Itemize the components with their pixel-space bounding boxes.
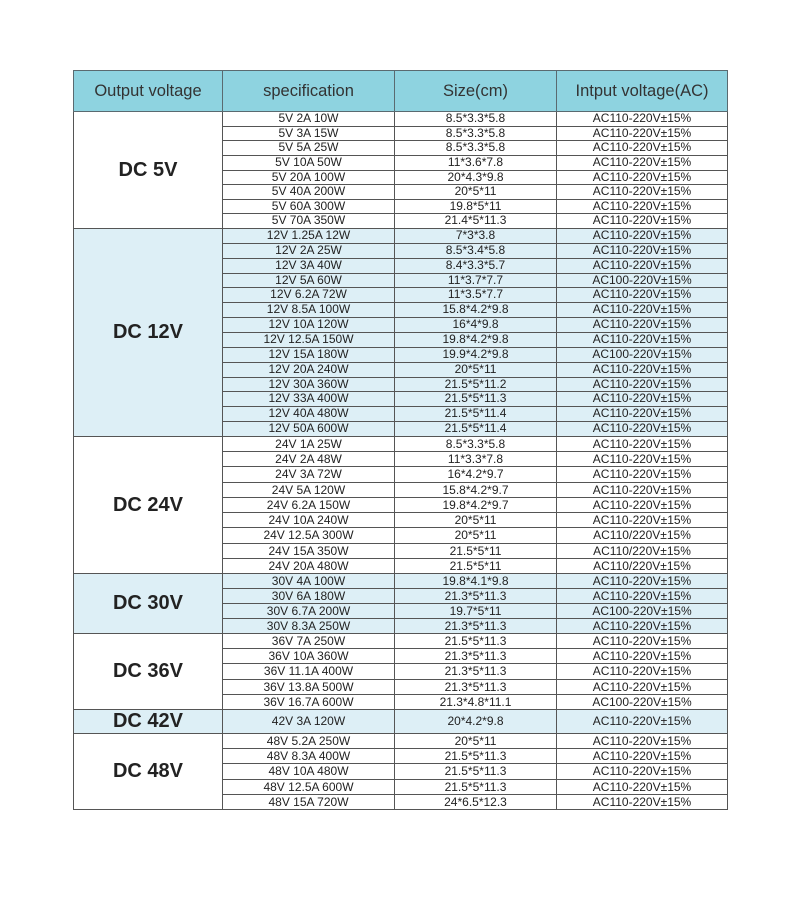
- size-cell: 21.5*5*11: [395, 543, 557, 558]
- specification-cell: 5V 70A 350W: [223, 214, 395, 229]
- specification-cell: 24V 1A 25W: [223, 437, 395, 452]
- size-cell: 21.3*5*11.3: [395, 679, 557, 694]
- size-cell: 21.5*5*11.3: [395, 749, 557, 764]
- input-voltage-cell: AC110-220V±15%: [557, 333, 728, 348]
- input-voltage-cell: AC110-220V±15%: [557, 619, 728, 634]
- size-cell: 7*3*3.8: [395, 229, 557, 244]
- size-cell: 19.8*4.2*9.8: [395, 333, 557, 348]
- specification-cell: 12V 6.2A 72W: [223, 288, 395, 303]
- specification-cell: 24V 5A 120W: [223, 482, 395, 497]
- input-voltage-cell: AC110-220V±15%: [557, 141, 728, 156]
- input-voltage-cell: AC110/220V±15%: [557, 558, 728, 573]
- specification-cell: 36V 7A 250W: [223, 634, 395, 649]
- size-cell: 21.3*5*11.3: [395, 589, 557, 604]
- specification-cell: 12V 8.5A 100W: [223, 303, 395, 318]
- output-voltage-group-label: DC 48V: [74, 734, 223, 810]
- input-voltage-cell: AC110-220V±15%: [557, 497, 728, 512]
- size-cell: 21.5*5*11.3: [395, 764, 557, 779]
- size-cell: 21.3*5*11.3: [395, 649, 557, 664]
- input-voltage-cell: AC110-220V±15%: [557, 452, 728, 467]
- specification-cell: 30V 4A 100W: [223, 574, 395, 589]
- output-voltage-group-label: DC 36V: [74, 634, 223, 710]
- specification-cell: 12V 33A 400W: [223, 392, 395, 407]
- specification-cell: 48V 12.5A 600W: [223, 779, 395, 794]
- specification-cell: 30V 6.7A 200W: [223, 604, 395, 619]
- input-voltage-cell: AC110-220V±15%: [557, 764, 728, 779]
- input-voltage-cell: AC100-220V±15%: [557, 273, 728, 288]
- size-cell: 21.3*5*11.3: [395, 664, 557, 679]
- input-voltage-cell: AC110-220V±15%: [557, 710, 728, 734]
- table-row: [74, 229, 728, 244]
- input-voltage-cell: AC110-220V±15%: [557, 513, 728, 528]
- specification-cell: 24V 6.2A 150W: [223, 497, 395, 512]
- specification-cell: 12V 15A 180W: [223, 347, 395, 362]
- power-supply-spec-table: [73, 70, 728, 810]
- input-voltage-cell: AC110-220V±15%: [557, 649, 728, 664]
- input-voltage-cell: AC110-220V±15%: [557, 467, 728, 482]
- specification-cell: 12V 3A 40W: [223, 258, 395, 273]
- input-voltage-cell: AC110-220V±15%: [557, 749, 728, 764]
- specification-cell: 30V 6A 180W: [223, 589, 395, 604]
- size-cell: 11*3.3*7.8: [395, 452, 557, 467]
- output-voltage-group-label: DC 5V: [74, 112, 223, 229]
- size-cell: 19.8*4.2*9.7: [395, 497, 557, 512]
- size-cell: 8.5*3.3*5.8: [395, 126, 557, 141]
- input-voltage-cell: AC100-220V±15%: [557, 604, 728, 619]
- specification-cell: 5V 40A 200W: [223, 185, 395, 200]
- size-cell: 8.5*3.3*5.8: [395, 112, 557, 127]
- input-voltage-cell: AC100-220V±15%: [557, 347, 728, 362]
- size-cell: 20*5*11: [395, 734, 557, 749]
- input-voltage-cell: AC110-220V±15%: [557, 112, 728, 127]
- size-cell: 19.7*5*11: [395, 604, 557, 619]
- input-voltage-cell: AC110-220V±15%: [557, 258, 728, 273]
- specification-cell: 5V 60A 300W: [223, 199, 395, 214]
- input-voltage-cell: AC100-220V±15%: [557, 694, 728, 709]
- size-cell: 11*3.7*7.7: [395, 273, 557, 288]
- input-voltage-cell: AC110-220V±15%: [557, 185, 728, 200]
- size-cell: 21.5*5*11.3: [395, 779, 557, 794]
- input-voltage-cell: AC110-220V±15%: [557, 574, 728, 589]
- specification-cell: 36V 11.1A 400W: [223, 664, 395, 679]
- specification-cell: 12V 20A 240W: [223, 362, 395, 377]
- input-voltage-cell: AC110-220V±15%: [557, 634, 728, 649]
- input-voltage-cell: AC110-220V±15%: [557, 589, 728, 604]
- output-voltage-group-label: DC 42V: [74, 710, 223, 734]
- table-row: [74, 634, 728, 649]
- specification-cell: 24V 12.5A 300W: [223, 528, 395, 543]
- size-cell: 16*4.2*9.7: [395, 467, 557, 482]
- size-cell: 21.5*5*11.3: [395, 634, 557, 649]
- specification-cell: 36V 16.7A 600W: [223, 694, 395, 709]
- input-voltage-cell: AC110-220V±15%: [557, 794, 728, 809]
- input-voltage-cell: AC110-220V±15%: [557, 362, 728, 377]
- specification-cell: 5V 20A 100W: [223, 170, 395, 185]
- header-output-voltage: Output voltage: [74, 71, 223, 112]
- table-body: [74, 112, 728, 810]
- input-voltage-cell: AC110-220V±15%: [557, 155, 728, 170]
- size-cell: 20*5*11: [395, 185, 557, 200]
- size-cell: 8.5*3.3*5.8: [395, 141, 557, 156]
- input-voltage-cell: AC110-220V±15%: [557, 482, 728, 497]
- specification-cell: 5V 10A 50W: [223, 155, 395, 170]
- specification-cell: 12V 12.5A 150W: [223, 333, 395, 348]
- specification-cell: 12V 2A 25W: [223, 243, 395, 258]
- size-cell: 24*6.5*12.3: [395, 794, 557, 809]
- specification-cell: 48V 10A 480W: [223, 764, 395, 779]
- input-voltage-cell: AC110-220V±15%: [557, 664, 728, 679]
- header-size: Size(cm): [395, 71, 557, 112]
- specification-cell: 5V 5A 25W: [223, 141, 395, 156]
- specification-cell: 12V 50A 600W: [223, 422, 395, 437]
- size-cell: 20*4.3*9.8: [395, 170, 557, 185]
- size-cell: 20*5*11: [395, 362, 557, 377]
- size-cell: 21.5*5*11.3: [395, 392, 557, 407]
- input-voltage-cell: AC110-220V±15%: [557, 422, 728, 437]
- specification-cell: 12V 1.25A 12W: [223, 229, 395, 244]
- input-voltage-cell: AC110-220V±15%: [557, 734, 728, 749]
- input-voltage-cell: AC110-220V±15%: [557, 199, 728, 214]
- size-cell: 21.3*4.8*11.1: [395, 694, 557, 709]
- size-cell: 21.5*5*11: [395, 558, 557, 573]
- size-cell: 15.8*4.2*9.8: [395, 303, 557, 318]
- size-cell: 16*4*9.8: [395, 318, 557, 333]
- specification-cell: 12V 5A 60W: [223, 273, 395, 288]
- specification-cell: 12V 40A 480W: [223, 407, 395, 422]
- size-cell: 15.8*4.2*9.7: [395, 482, 557, 497]
- size-cell: 20*5*11: [395, 513, 557, 528]
- size-cell: 20*4.2*9.8: [395, 710, 557, 734]
- output-voltage-group-label: DC 24V: [74, 437, 223, 574]
- size-cell: 11*3.6*7.8: [395, 155, 557, 170]
- table-row: [74, 574, 728, 589]
- size-cell: 8.4*3.3*5.7: [395, 258, 557, 273]
- size-cell: 21.5*5*11.2: [395, 377, 557, 392]
- size-cell: 21.3*5*11.3: [395, 619, 557, 634]
- input-voltage-cell: AC110-220V±15%: [557, 779, 728, 794]
- input-voltage-cell: AC110-220V±15%: [557, 392, 728, 407]
- specification-cell: 12V 30A 360W: [223, 377, 395, 392]
- input-voltage-cell: AC110-220V±15%: [557, 214, 728, 229]
- specification-cell: 24V 10A 240W: [223, 513, 395, 528]
- header-specification: specification: [223, 71, 395, 112]
- specification-cell: 24V 3A 72W: [223, 467, 395, 482]
- input-voltage-cell: AC110-220V±15%: [557, 288, 728, 303]
- input-voltage-cell: AC110-220V±15%: [557, 407, 728, 422]
- specification-cell: 24V 20A 480W: [223, 558, 395, 573]
- input-voltage-cell: AC110-220V±15%: [557, 126, 728, 141]
- size-cell: 20*5*11: [395, 528, 557, 543]
- input-voltage-cell: AC110-220V±15%: [557, 679, 728, 694]
- specification-cell: 36V 13.8A 500W: [223, 679, 395, 694]
- specification-cell: 42V 3A 120W: [223, 710, 395, 734]
- size-cell: 8.5*3.3*5.8: [395, 437, 557, 452]
- table-row: [74, 710, 728, 734]
- specification-cell: 24V 15A 350W: [223, 543, 395, 558]
- specification-cell: 5V 3A 15W: [223, 126, 395, 141]
- input-voltage-cell: AC110-220V±15%: [557, 318, 728, 333]
- size-cell: 19.9*4.2*9.8: [395, 347, 557, 362]
- table-row: [74, 734, 728, 749]
- input-voltage-cell: AC110/220V±15%: [557, 543, 728, 558]
- size-cell: 21.5*5*11.4: [395, 407, 557, 422]
- size-cell: 21.5*5*11.4: [395, 422, 557, 437]
- size-cell: 19.8*4.1*9.8: [395, 574, 557, 589]
- table-row: [74, 437, 728, 452]
- specification-cell: 36V 10A 360W: [223, 649, 395, 664]
- header-row: [74, 71, 728, 112]
- specification-cell: 30V 8.3A 250W: [223, 619, 395, 634]
- size-cell: 21.4*5*11.3: [395, 214, 557, 229]
- input-voltage-cell: AC110-220V±15%: [557, 229, 728, 244]
- specification-cell: 48V 5.2A 250W: [223, 734, 395, 749]
- specification-cell: 48V 15A 720W: [223, 794, 395, 809]
- input-voltage-cell: AC110-220V±15%: [557, 243, 728, 258]
- size-cell: 19.8*5*11: [395, 199, 557, 214]
- input-voltage-cell: AC110-220V±15%: [557, 377, 728, 392]
- specification-cell: 24V 2A 48W: [223, 452, 395, 467]
- size-cell: 11*3.5*7.7: [395, 288, 557, 303]
- input-voltage-cell: AC110-220V±15%: [557, 303, 728, 318]
- specification-cell: 48V 8.3A 400W: [223, 749, 395, 764]
- specification-cell: 12V 10A 120W: [223, 318, 395, 333]
- specification-cell: 5V 2A 10W: [223, 112, 395, 127]
- input-voltage-cell: AC110/220V±15%: [557, 528, 728, 543]
- output-voltage-group-label: DC 12V: [74, 229, 223, 437]
- size-cell: 8.5*3.4*5.8: [395, 243, 557, 258]
- header-input-voltage: Intput voltage(AC): [557, 71, 728, 112]
- table-row: [74, 112, 728, 127]
- input-voltage-cell: AC110-220V±15%: [557, 170, 728, 185]
- output-voltage-group-label: DC 30V: [74, 574, 223, 634]
- input-voltage-cell: AC110-220V±15%: [557, 437, 728, 452]
